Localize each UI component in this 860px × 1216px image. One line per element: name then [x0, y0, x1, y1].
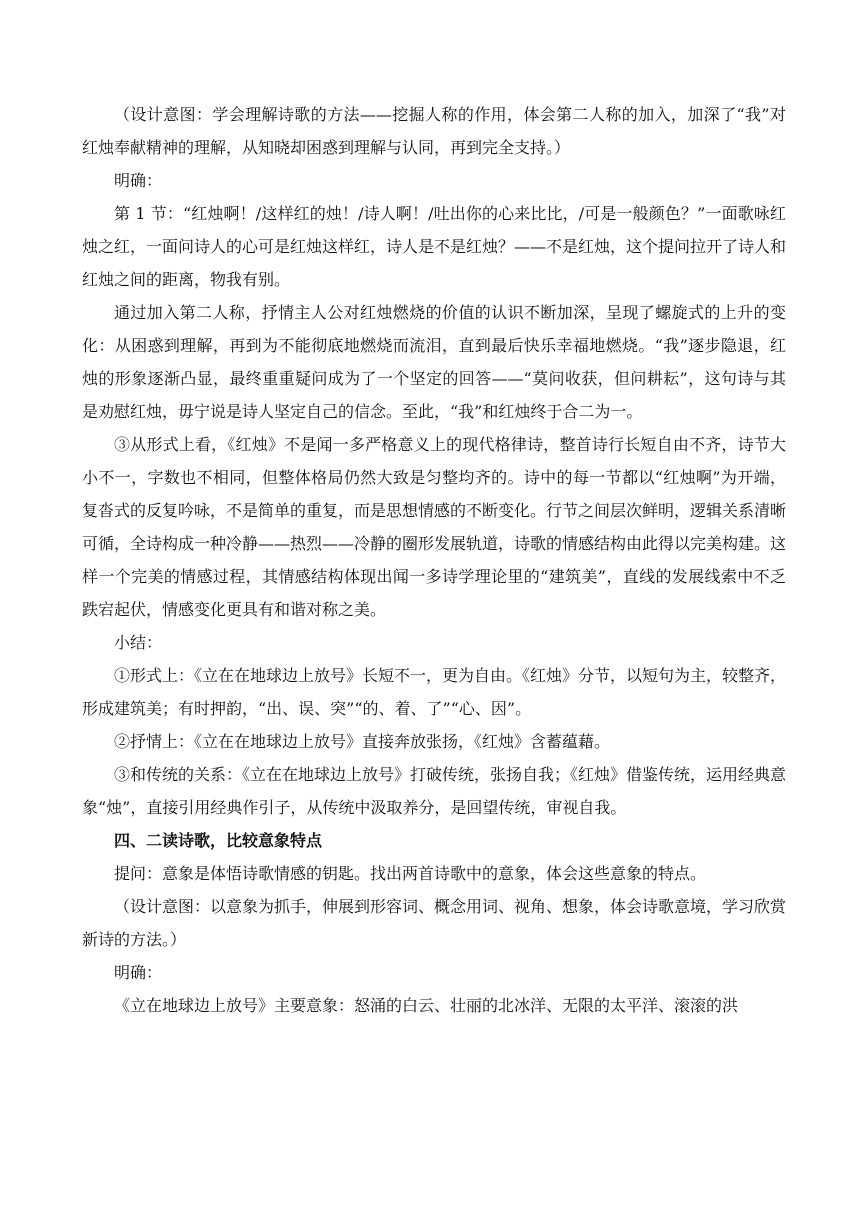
paragraph-clarify-2: 明确： — [114, 963, 163, 982]
document-page — [82, 98, 786, 1022]
paragraph-design-intent-1: （设计意图：学会理解诗歌的方法——挖掘人称的作用，体会第二人称的加入，加深了“我”对红烛奉献精神的理解，从知晓却困惑到理解与认同，再到完全支持。） — [82, 105, 786, 157]
paragraph-second-person: 通过加入第二人称，抒情主人公对红烛燃烧的价值的认识不断加深，呈现了螺旋式的上升的变化：从困惑到理解，再到为不能彻底地燃烧而流泪，直到最后快乐幸福地燃烧。“我”逐步隐退，红烛的形象逐渐凸显，最终重重疑问成为了一个坚定的回答——“莫问收获，但问耕耘”，这句诗与其是劝慰红烛，毋宁说是诗人坚定自己的信念。至此，“我”和红烛终于合二为一。 — [82, 303, 786, 421]
paragraph-question: 提问：意象是体悟诗歌情感的钥匙。找出两首诗歌中的意象，体会这些意象的特点。 — [114, 864, 707, 883]
paragraph-summary-form: ①形式上：《立在在地球边上放号》长短不一，更为自由。《红烛》分节，以短句为主，较整齐，形成建筑美；有时押韵，“出、误、突”“的、着、了”“心、因”。 — [82, 666, 787, 718]
paragraph-section-1: 第 1 节：“红烛啊！/这样红的烛！/诗人啊！/吐出你的心来比比，/可是一般颜色？”一面歌咏红烛之红，一面问诗人的心可是红烛这样红，诗人是不是红烛？——不是红烛，这个提问拉开了诗人和红烛之间的距离，物我有别。 — [82, 204, 787, 289]
paragraph-imagery: 《立在地球边上放号》主要意象：怒涌的白云、壮丽的北冰洋、无限的太平洋、滚滚的洪 — [114, 996, 739, 1015]
section-heading: 四、二读诗歌，比较意象特点 — [114, 831, 323, 850]
paragraph-summary-label: 小结： — [114, 633, 163, 652]
paragraph-design-intent-2: （设计意图：以意象为抓手，伸展到形容词、概念用词、视角、想象，体会诗歌意境，学习欣赏新诗的方法。） — [82, 897, 787, 949]
paragraph-clarify-1: 明确： — [114, 171, 163, 190]
paragraph-summary-lyric: ②抒情上：《立在在地球边上放号》直接奔放张扬，《红烛》含蓄蕴藉。 — [114, 732, 611, 751]
paragraph-summary-tradition: ③和传统的关系：《立在在地球边上放号》打破传统，张扬自我；《红烛》借鉴传统，运用经典意象“烛”，直接引用经典作引子，从传统中汲取养分，是回望传统，审视自我。 — [82, 765, 787, 817]
paragraph-form-analysis: ③从形式上看，《红烛》不是闻一多严格意义上的现代格律诗，整首诗行长短自由不齐，诗节大小不一，字数也不相同，但整体格局仍然大致是匀整均齐的。诗中的每一节都以“红烛啊”为开端，复沓式的反复吟咏，不是简单的重复，而是思想情感的不断变化。行节之间层次鲜明，逻辑关系清晰可循，全诗构成一种冷静——热烈——冷静的圈形发展轨道，诗歌的情感结构由此得以完美构建。这样一个完美的情感过程，其情感结构体现出闻一多诗学理论里的“建筑美”，直线的发展线索中不乏跌宕起伏，情感变化更具有和谐对称之美。 — [82, 435, 787, 619]
